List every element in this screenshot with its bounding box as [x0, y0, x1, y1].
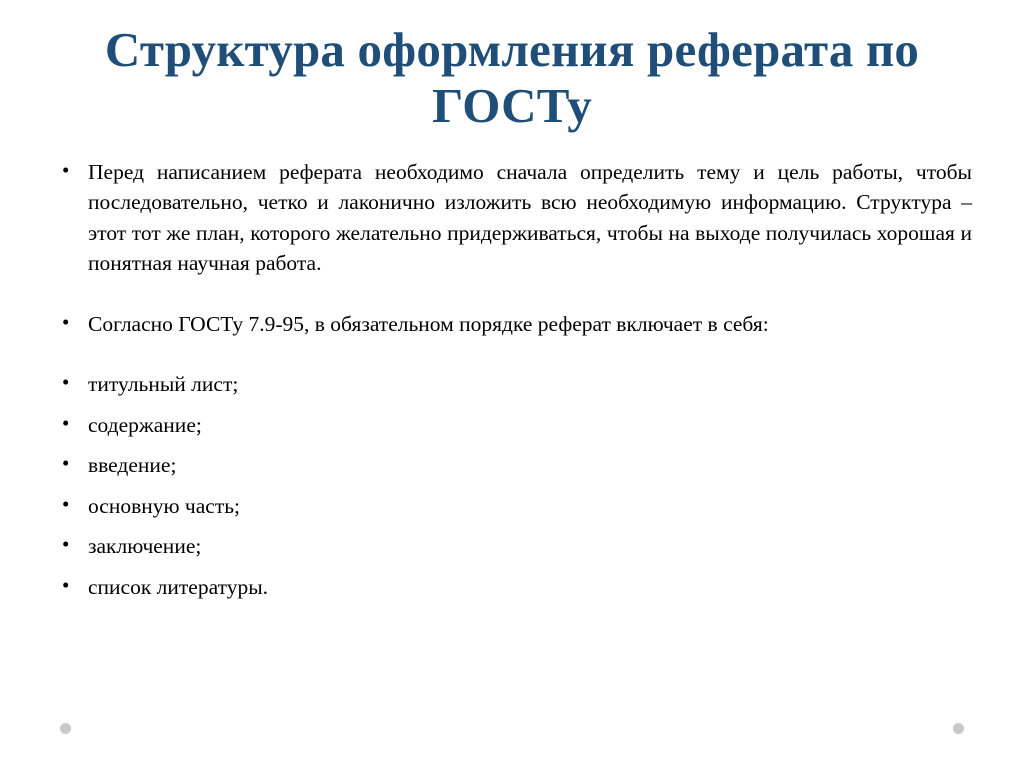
- list-item-conclusion: • заключение;: [40, 531, 972, 562]
- list-item-contents: • содержание;: [40, 410, 972, 441]
- page-title: Структура оформления реферата по ГОСТу: [104, 22, 920, 134]
- decorative-dot-left: [60, 723, 71, 734]
- list-item-title-page: • титульный лист;: [40, 369, 972, 400]
- list-item-main-part: • основную часть;: [40, 491, 972, 522]
- bullet-list: [40, 157, 972, 603]
- footer-decoration: [0, 723, 1024, 739]
- list-item-references: • список литературы.: [40, 572, 972, 603]
- list-item-gost-paragraph: • Согласно ГОСТу 7.9-95, в обязательном порядке реферат включает в себя:: [40, 309, 972, 340]
- slide-content: [0, 135, 1024, 603]
- decorative-dot-right: [953, 723, 964, 734]
- list-item-intro-paragraph: • Перед написанием реферата необходимо сначала определить тему и цель работы, чтобы последовательно, четко и лаконично изложить всю необходимую информацию. Структура – этот тот же план, которого желательно придерживаться, чтобы на выходе получилась хорошая и понятная научная работа.: [40, 157, 972, 279]
- list-item-introduction: • введение;: [40, 450, 972, 481]
